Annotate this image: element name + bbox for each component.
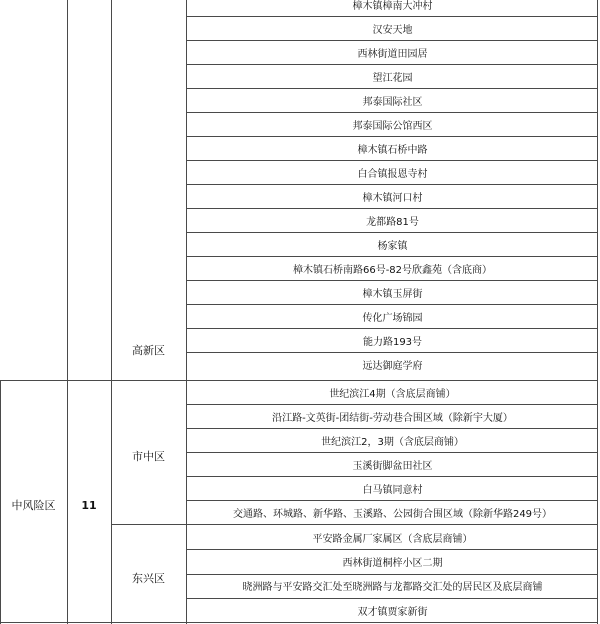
table-row: 晓洲路与平安路交汇处至晓洲路与龙都路交汇处的居民区及底层商铺 [242,582,543,594]
table-row: 传化广场锦园 [362,312,423,324]
table-row: 龙都路81号 [366,216,419,228]
table-row: 远达御庭学府 [362,360,423,372]
table-row: 樟木镇石桥中路 [357,144,428,156]
district-label-gaoxin: 高新区 [132,344,165,357]
table-row: 平安路金属厂家属区（含底层商铺） [312,533,473,545]
district-label-dongxing: 东兴区 [132,572,165,585]
table-row: 樟木镇河口村 [362,192,423,204]
table-row: 世纪滨江4期（含底层商铺） [329,388,456,400]
col-divider-2 [111,0,112,624]
col-divider-1 [67,0,68,624]
table-row: 樟木镇玉屏街 [362,288,423,300]
district-label-shizhong: 市中区 [132,450,165,463]
table-row: 双才镇贾家新街 [357,606,428,618]
table-row: 西林街道田园居 [357,48,428,60]
table-row: 汉安天地 [372,24,413,36]
table-row: 樟木镇石桥南路66号-82号欣鑫苑（含底商） [292,264,493,276]
table-row: 能力路193号 [362,336,423,348]
table-row: 白合镇报恩寺村 [357,168,428,180]
table-row: 沿江路-文英街-团结街-劳动巷合围区域（除新宇大厦） [272,412,513,424]
table-row: 邦泰国际公馆西区 [352,120,433,132]
table-row: 望江花园 [372,72,413,84]
table-row: 世纪滨江2，3期（含底层商铺） [321,436,464,448]
table-row: 杨家镇 [377,240,408,252]
table-row: 玉溪街脚盆田社区 [352,460,433,472]
risk-level-cell: 中风险区 [11,499,56,512]
table-row: 樟木镇樟南大冲村 [352,0,433,12]
table-row: 邦泰国际社区 [362,96,423,108]
count-cell: 11 [81,498,97,512]
table-row: 白马镇同意村 [362,484,423,496]
table-row: 西林街道桐梓小区二期 [342,558,443,570]
table-row: 交通路、环城路、新华路、玉溪路、公园街合围区域（除新华路249号） [232,508,553,520]
